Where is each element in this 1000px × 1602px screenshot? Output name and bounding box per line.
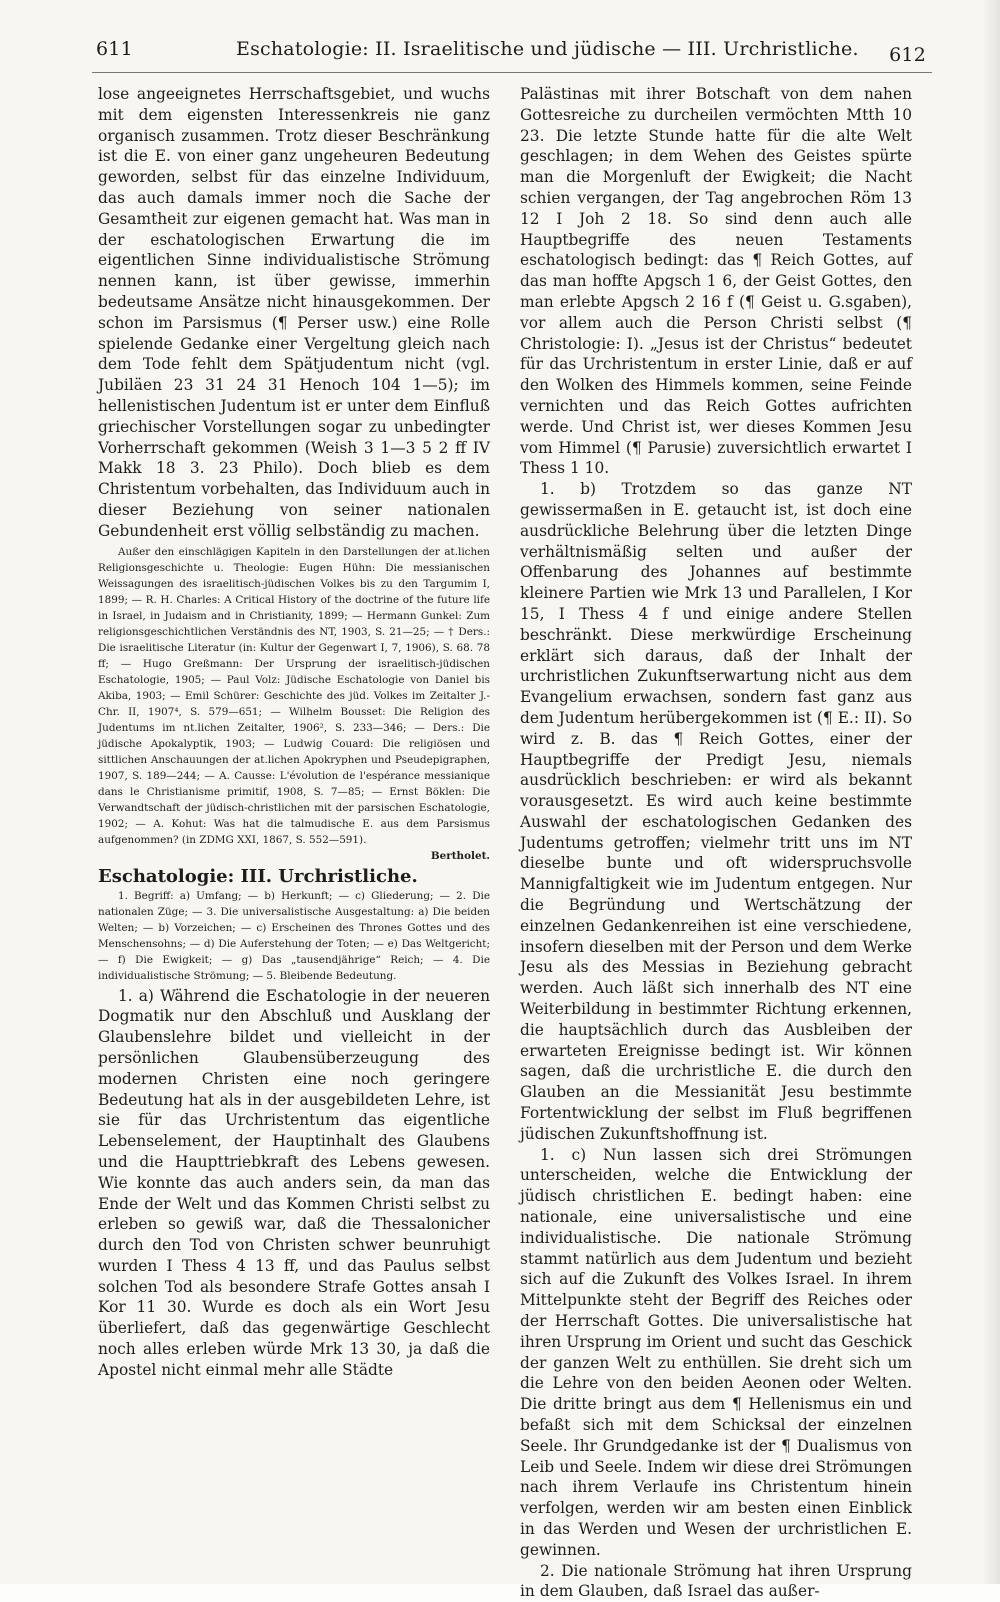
right-paragraph-2: 1. b) Trotzdem so das ganze NT gewissermaßen in E. getaucht ist, ist doch eine ausdrückliche Belehrung über die letzten Dinge verhältnismäßig selten und außer der Offenbarung des Johannes auf bestimmte kleinere Partien wie Mrk 13 und Parallelen, I Kor 15, I Thess 4 f und einige andere Stellen beschränkt. Diese merkwürdige Erscheinung erklärt sich daraus, daß der Inhalt der urchristlichen Zukunftserwartung nicht aus dem Evangelium erwachsen, sondern fast ganz aus dem Judentum herübergekommen ist (¶ E.: II). So wird z. B. das ¶ Reich Gottes, einer der Hauptbegriffe der Predigt Jesu, niemals ausdrücklich beschrieben: er wird als bekannt vorausgesetzt. Es wird auch keine bestimmte Auswahl der eschatologischen Gedanken des Judentums getroffen; vielmehr tritt uns im NT dieselbe bunte und oft widerspruchsvolle Mannigfaltigkeit wie im Judentum entgegen. Nur die Begründung und Wertschätzung der einzelnen Gedankenreihen ist eine verschiedene, insofern dieselben mit der Person und dem Werke Jesu als des Messias in Beziehung gebracht werden. Auch läßt sich innerhalb des NT eine Weiterbildung in bestimmter Richtung erkennen, die hauptsächlich durch das Ausbleiben der erwarteten Ereignisse bedingt ist. Wir können sagen, daß die urchristliche E. die durch den Glauben an die Messianität Jesu bestimmte Fortentwicklung der selbst im Fluß begriffenen jüdischen Zukunftshoffnung ist.: [520, 480, 912, 1143]
literature-list: Außer den einschlägigen Kapiteln in den Darstellungen der at.lichen Religionsgeschichte u. Theologie: Eugen Hühn: Die messianischen Weissagungen des israelitisch-jüdischen Volkes bis zu den Targumim I, 1899; — R. H. Charles: A Critical History of the doctrine of the future life in Israel, in Judaism and in Christianity, 1899; — Hermann Gunkel: Zum religionsgeschichtlichen Verständnis des NT, 1903, S. 21—25; — † Ders.: Die israelitische Literatur (in: Kultur der Gegenwart I, 7, 1906), S. 68. 78 ff; — Hugo Greßmann: Der Ursprung der israelitisch-jüdischen Eschatologie, 1905; — Paul Volz: Jüdische Eschatologie von Daniel bis Akiba, 1903; — Emil Schürer: Geschichte des jüd. Volkes im Zeitalter J.-Chr. II, 1907⁴, S. 579—651; — Wilhelm Bousset: Die Religion des Judentums im nt.lichen Zeitalter, 1906², S. 233—346; — Ders.: Die jüdische Apokalyptik, 1903; — Ludwig Couard: Die religiösen und sittlichen Anschauungen der at.lichen Apokryphen und Pseudepigraphen, 1907, S. 189—244; — A. Causse: L'évolution de l'espérance messianique dans le Christianisme primitif, 1908, S. 7—85; — Ernst Böklen: Die Verwandtschaft der jüdisch-christlichen mit der parsischen Eschatologie, 1902; — A. Kohut: Was hat die talmudische E. aus dem Parsismus aufgenommen? (in ZDMG XXI, 1867, S. 552—591).: [98, 545, 490, 846]
page-header: [96, 38, 926, 68]
author-signature: Bertholet.: [430, 849, 490, 862]
running-title: Eschatologie: II. Israelitische und jüdische — III. Urchristliche.: [236, 38, 859, 60]
page-number-right: 612: [889, 44, 926, 66]
right-paragraph-4: 2. Die nationale Strömung hat ihren Ursprung in dem Glauben, daß Israel das außer-: [520, 1561, 912, 1601]
right-column: [520, 84, 912, 1602]
left-paragraph-1: lose angeeignetes Herrschaftsgebiet, und wuchs mit dem eigensten Interessenkreis nie ganz organisch zusammen. Trotz dieser Beschränkung ist die E. von einer ganz ungeheuren Bedeutung geworden, selbst für das einzelne Individuum, das auch damals immer noch die Sache der Gesamtheit zur eigenen gemacht hat. Was man in der eschatologischen Erwartung die im eigentlichen Sinne individualistische Strömung nennen kann, ist über gewisse, immerhin bedeutsame Ansätze nicht hinausgekommen. Der schon im Parsismus (¶ Perser usw.) eine Rolle spielende Gedanke einer Vergeltung gleich nach dem Tode fehlt dem Spätjudentum nicht (vgl. Jubiläen 23 31 24 31 Henoch 104 1—5); im hellenistischen Judentum ist er unter dem Einfluß griechischer Vorstellungen sogar zu unbedingter Vorherrschaft gekommen (Weish 3 1—3 5 2 ff IV Makk 18 3. 23 Philo). Doch blieb es dem Christentum vorbehalten, das Individuum auch in dieser Beziehung von seiner nationalen Gebundenheit erst völlig selbständig zu machen.: [98, 85, 490, 540]
right-paragraph-1: Palästinas mit ihrer Botschaft von dem nahen Gottesreiche zu durcheilen vermöchten Mtth 10 23. Die letzte Stunde hatte für die alte Welt geschlagen; in dem Wehen des Geistes spürte man die Morgenluft der Ewigkeit; die Nacht schien vergangen, der Tag angebrochen Röm 13 12 I Joh 2 18. So sind denn auch alle Hauptbegriffe des neuen Testaments eschatologisch bedingt: das ¶ Reich Gottes, auf das man hoffte Apgsch 1 6, der Geist Gottes, den man erlebte Apgsch 2 16 f (¶ Geist u. G.sgaben), vor allem auch die Person Christi selbst (¶ Christologie: I). „Jesus ist der Christus“ bedeutet für das Urchristentum in erster Linie, daß er auf den Wolken des Himmels kommen, seine Feinde vernichten und das Reich Gottes aufrichten werde. Und Christ ist, wer dieses Kommen Jesu vom Himmel (¶ Parusie) zuversichtlich erwartet I Thess 1 10.: [520, 85, 912, 478]
page-number-left: 611: [96, 38, 133, 60]
right-paragraph-3: 1. c) Nun lassen sich drei Strömungen unterscheiden, welche die Entwicklung der jüdisch christlichen E. bedingt haben: eine nationale, eine universalistische und eine individualistische. Die nationale Strömung stammt natürlich aus dem Judentum und bezieht sich auf die Zukunft des Volkes Israel. In ihrem Mittelpunkte steht der Begriff des Reiches oder der Herrschaft Gottes. Die universalistische hat ihren Ursprung im Orient und sucht das Geschick der ganzen Welt zu enthüllen. Sie dreht sich um die Lehre von den beiden Aeonen oder Welten. Die dritte bringt aus dem ¶ Hellenismus ein und befaßt sich mit dem Schicksal der einzelnen Seele. Ihr Grundgedanke ist der ¶ Dualismus von Leib und Seele. Indem wir diese drei Strömungen nach ihrem Verlaufe ins Christentum hinein verfolgen, werden wir am besten einen Einblick in das Werden und Wesen der urchristlichen E. gewinnen.: [520, 1145, 912, 1559]
page-edge-shadow: [982, 0, 1000, 1584]
left-paragraph-2: 1. a) Während die Eschatologie in der neueren Dogmatik nur den Abschluß und Ausklang der Glaubenslehre bildet und vielleicht in der persönlichen Glaubensüberzeugung des modernen Christen eine noch geringere Bedeutung hat als in der ausgebildeten Lehre, ist sie für das Urchristentum das eigentliche Lebenselement, der Hauptinhalt des Glaubens und die Haupttriebkraft des Lebens gewesen. Wie konnte das auch anders sein, da man das Ende der Welt und das Kommen Christi selbst zu erleben so gewiß war, daß die Thessalonicher durch den Tod von Christen schwer beunruhigt wurden I Thess 4 13 ff, und das Paulus selbst solchen Tod als besondere Strafe Gottes ansah I Kor 11 30. Wurde es doch als ein Wort Jesu überliefert, daß das gegenwärtige Geschlecht noch alles erleben würde Mrk 13 30, ja daß die Apostel nicht einmal mehr alle Städte: [98, 986, 490, 1379]
header-rule: [92, 72, 932, 73]
section-table-of-contents: 1. Begriff: a) Umfang; — b) Herkunft; — c) Gliederung; — 2. Die nationalen Züge; — 3. Die universalistische Ausgestaltung: a) Die beiden Welten; — b) Vorzeichen; — c) Erscheinen des Thrones Gottes und des Menschensohns; — d) Die Auferstehung der Toten; — e) Das Weltgericht; — f) Die Ewigkeit; — g) Das „tausendjährige“ Reich; — 4. Die individualistische Strömung; — 5. Bleibende Bedeutung.: [98, 889, 490, 982]
section-title: Eschatologie: III. Urchristliche.: [98, 865, 418, 887]
left-column: [98, 84, 490, 1381]
